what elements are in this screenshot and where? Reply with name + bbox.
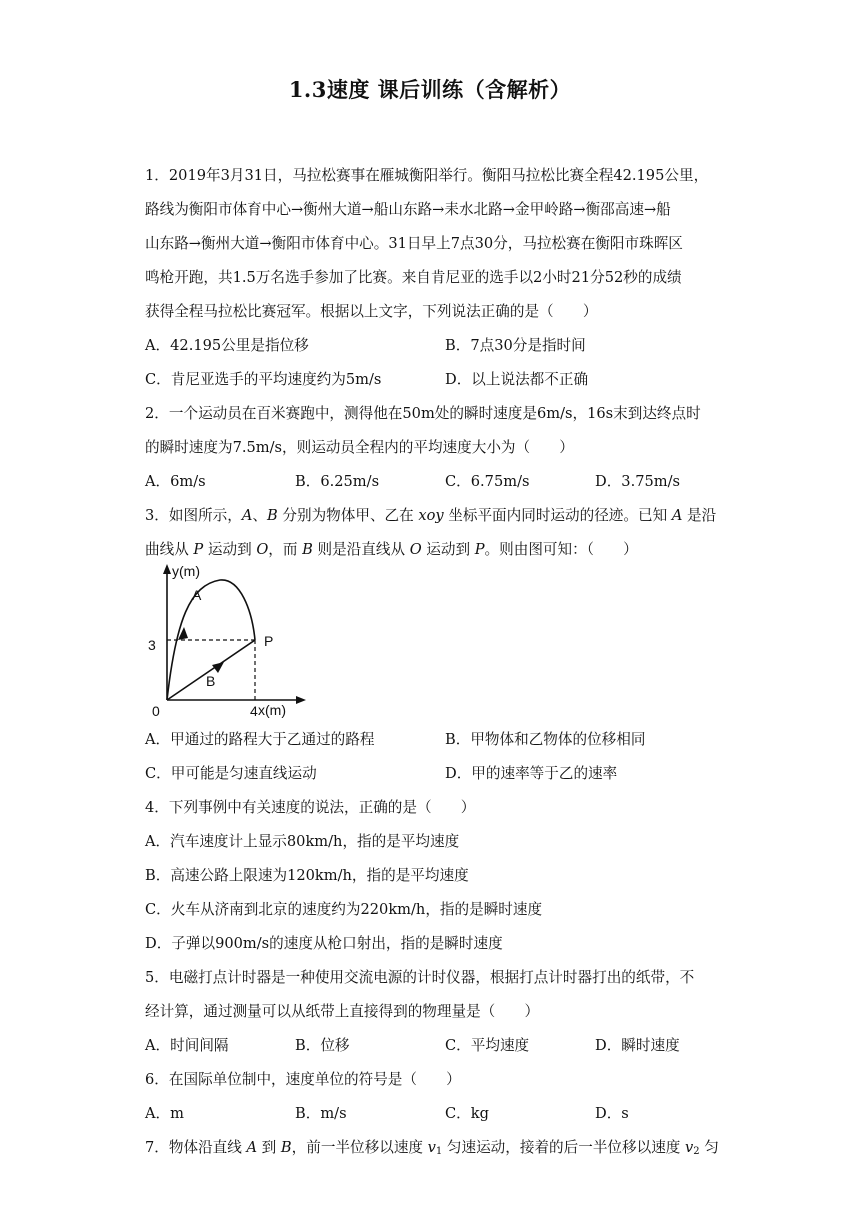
- q2-option-a: A．6m/s: [145, 473, 206, 490]
- q1-option-b: B．7点30分是指时间: [445, 337, 586, 354]
- y-axis-label: y(m): [172, 563, 200, 579]
- q6-option-d: D．s: [595, 1105, 629, 1122]
- page-title: 1.3速度 课后训练（含解析）: [288, 77, 572, 102]
- q4-option-b: B．高速公路上限速为120km/h，指的是平均速度: [145, 867, 469, 884]
- y-tick-label: 3: [148, 637, 156, 653]
- point-p-label: P: [264, 633, 274, 649]
- q2-option-d: D．3.75m/s: [595, 473, 681, 490]
- q1-line-3: 山东路→衡州大道→衡阳市体育中心。31日早上7点30分，马拉松赛在衡阳市珠晖区: [145, 235, 683, 252]
- q3-line-2: 曲线从 P 运动到 O，而 B 则是沿直线从 O 运动到 P。则由图可知：（ ）: [145, 541, 638, 558]
- q2-option-b: B．6.25m/s: [295, 473, 380, 490]
- q5-line-1: 5．电磁打点计时器是一种使用交流电源的计时仪器，根据打点计时器打出的纸带，不: [145, 969, 695, 986]
- curve-a-label: A: [192, 587, 202, 603]
- q2-line-2: 的瞬时速度为7.5m/s，则运动员全程内的平均速度大小为（ ）: [145, 439, 574, 456]
- q1-line-1: 1．2019年3月31日，马拉松赛事在雁城衡阳举行。衡阳马拉松比赛全程42.195公里，: [145, 167, 709, 184]
- q7-line-1: 7．物体沿直线 A 到 B，前一半位移以速度 $v_1$ 匀速运动，接着的后一半位移以速度 $v_2$ 匀: [145, 1139, 719, 1157]
- q3-option-c: C．甲可能是匀速直线运动: [145, 765, 317, 782]
- x-axis-arrow: [296, 696, 306, 704]
- q1-option-c: C．肯尼亚选手的平均速度约为5m/s: [145, 371, 382, 388]
- q1-option-d: D．以上说法都不正确: [445, 371, 589, 388]
- q6-stem: 6．在国际单位制中，速度单位的符号是（ ）: [145, 1071, 461, 1088]
- q5-option-c: C．平均速度: [445, 1037, 530, 1054]
- q6-option-c: C．kg: [445, 1105, 489, 1122]
- q1-line-5: 获得全程马拉松比赛冠军。根据以上文字，下列说法正确的是（ ）: [145, 303, 598, 320]
- q1-line-2: 路线为衡阳市体育中心→衡州大道→船山东路→耒水北路→金甲岭路→衡邵高速→船: [145, 201, 671, 218]
- x-axis-label: x(m): [258, 702, 286, 718]
- q6-option-b: B．m/s: [295, 1105, 347, 1122]
- q3-option-a: A．甲通过的路程大于乙通过的路程: [145, 731, 375, 748]
- origin-label: 0: [152, 703, 160, 719]
- q3-trajectory-figure: [140, 560, 320, 720]
- q2-line-1: 2．一个运动员在百米赛跑中，测得他在50m处的瞬时速度是6m/s，16s末到达终点时: [145, 405, 701, 422]
- line-b-label: B: [206, 673, 216, 689]
- q6-option-a: A．m: [145, 1105, 184, 1122]
- x-tick-label: 4: [250, 703, 258, 719]
- q5-line-2: 经计算，通过测量可以从纸带上直接得到的物理量是（ ）: [145, 1003, 540, 1020]
- q3-option-b: B．甲物体和乙物体的位移相同: [445, 731, 646, 748]
- q5-option-d: D．瞬时速度: [595, 1037, 680, 1054]
- q5-option-b: B．位移: [295, 1037, 350, 1054]
- q4-option-d: D．子弹以900m/s的速度从枪口射出，指的是瞬时速度: [145, 935, 503, 952]
- line-b: [167, 640, 255, 700]
- y-axis-arrow: [163, 564, 171, 574]
- q1-option-a: A．42.195公里是指位移: [145, 337, 309, 354]
- q1-line-4: 鸣枪开跑，共1.5万名选手参加了比赛。来自肯尼亚的选手以2小时21分52秒的成绩: [145, 269, 682, 286]
- q3-option-d: D．甲的速率等于乙的速率: [445, 765, 618, 782]
- q2-option-c: C．6.75m/s: [445, 473, 530, 490]
- q3-line-1: 3．如图所示，A、B 分别为物体甲、乙在 xoy 坐标平面内同时运动的径迹。已知 A 是沿: [145, 507, 717, 524]
- q4-option-c: C．火车从济南到北京的速度约为220km/h，指的是瞬时速度: [145, 901, 543, 918]
- q4-stem: 4．下列事例中有关速度的说法，正确的是（ ）: [145, 799, 476, 816]
- q5-option-a: A．时间间隔: [145, 1037, 229, 1054]
- q4-option-a: A．汽车速度计上显示80km/h，指的是平均速度: [145, 833, 460, 850]
